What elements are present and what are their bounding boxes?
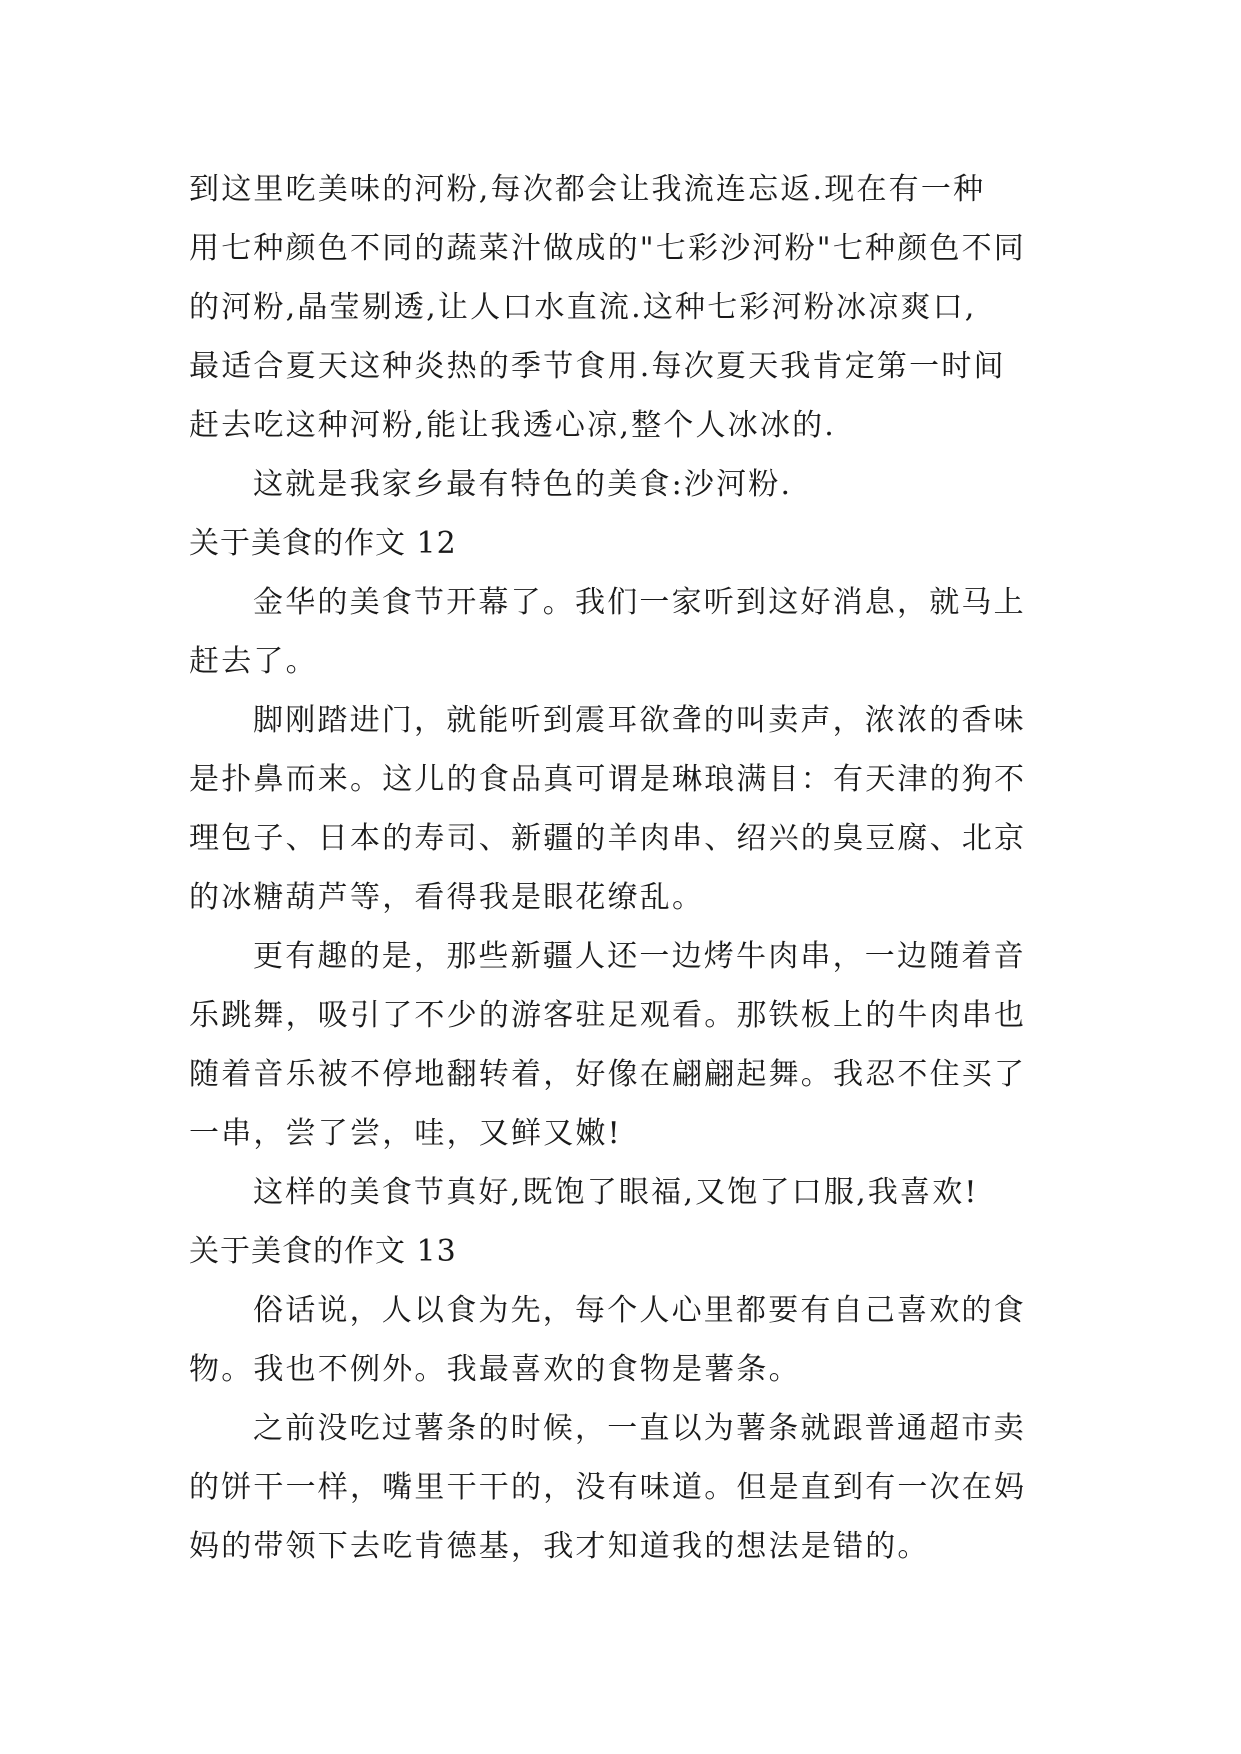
paragraph-line: 随着音乐被不停地翻转着，好像在翩翩起舞。我忍不住买了 (189, 1057, 1027, 1092)
paragraph-line: 一串，尝了尝，哇，又鲜又嫩! (189, 1116, 622, 1151)
paragraph-line: 更有趣的是，那些新疆人还一边烤牛肉串，一边随着音 (253, 939, 1026, 974)
document-body (189, 160, 1057, 1576)
paragraph-line: 物。我也不例外。我最喜欢的食物是薯条。 (189, 1352, 801, 1387)
paragraph-line: 最适合夏天这种炎热的季节食用.每次夏天我肯定第一时间 (189, 349, 1006, 384)
paragraph-line: 这就是我家乡最有特色的美食:沙河粉. (253, 467, 793, 502)
paragraph-line: 的饼干一样，嘴里干干的，没有味道。但是直到有一次在妈 (189, 1470, 1027, 1505)
paragraph-line: 的冰糖葫芦等，看得我是眼花缭乱。 (189, 880, 705, 915)
paragraph-line: 到这里吃美味的河粉,每次都会让我流连忘返.现在有一种 (189, 172, 986, 207)
paragraph-line: 赶去吃这种河粉,能让我透心凉,整个人冰冰的. (189, 408, 837, 443)
paragraph-line: 赶去了。 (189, 644, 318, 679)
paragraph-line: 的河粉,晶莹剔透,让人口水直流.这种七彩河粉冰凉爽口, (189, 290, 977, 325)
paragraph-line: 脚刚踏进门，就能听到震耳欲聋的叫卖声，浓浓的香味 (253, 703, 1026, 738)
paragraph-line: 是扑鼻而来。这儿的食品真可谓是琳琅满目：有天津的狗不 (189, 762, 1027, 797)
paragraph-line: 理包子、日本的寿司、新疆的羊肉串、绍兴的臭豆腐、北京 (189, 821, 1027, 856)
paragraph-line: 这样的美食节真好,既饱了眼福,又饱了口服,我喜欢! (253, 1175, 979, 1210)
paragraph-line: 用七种颜色不同的蔬菜汁做成的"七彩沙河粉"七种颜色不同 (189, 231, 1026, 266)
section-heading: 关于美食的作文 12 (189, 526, 457, 561)
section-heading: 关于美食的作文 13 (189, 1234, 457, 1269)
paragraph-line: 乐跳舞，吸引了不少的游客驻足观看。那铁板上的牛肉串也 (189, 998, 1027, 1033)
paragraph-line: 俗话说，人以食为先，每个人心里都要有自己喜欢的食 (253, 1293, 1026, 1328)
paragraph-line: 之前没吃过薯条的时候，一直以为薯条就跟普通超市卖 (253, 1411, 1026, 1446)
paragraph-line: 金华的美食节开幕了。我们一家听到这好消息，就马上 (253, 585, 1026, 620)
paragraph-line: 妈的带领下去吃肯德基，我才知道我的想法是错的。 (189, 1529, 930, 1564)
